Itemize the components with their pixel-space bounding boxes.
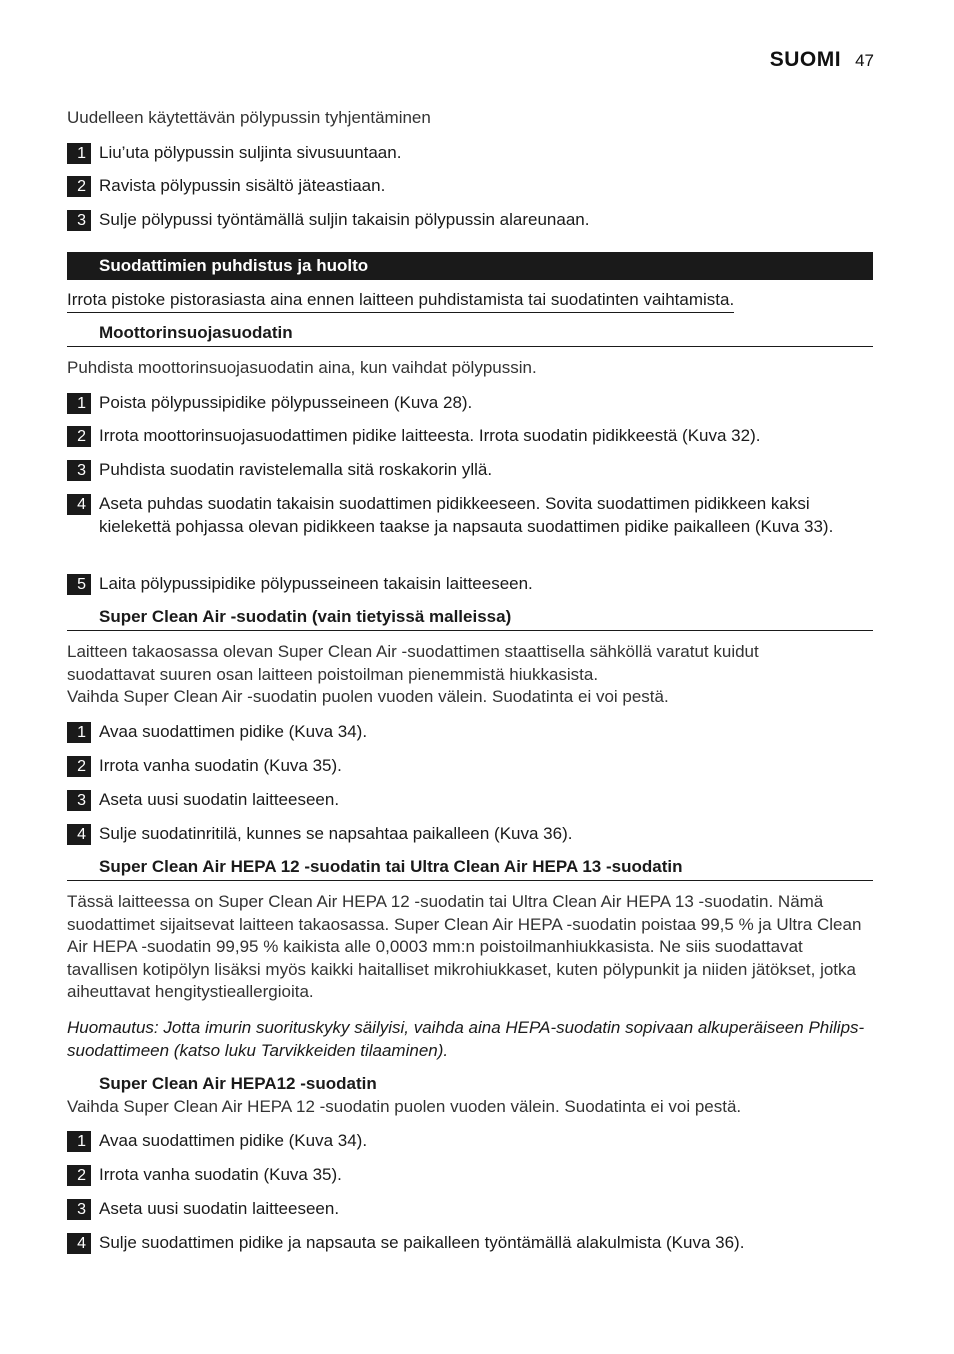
super-clean-step-4 (67, 823, 873, 846)
step-text: Sulje suodattimen pidike ja napsauta se paikalleen työntämällä alakulmista (Kuva 36). (99, 1233, 745, 1252)
step-text: Irrota vanha suodatin (Kuva 35). (99, 756, 342, 775)
step-number: 2 (67, 426, 91, 447)
step-text: Aseta puhdas suodatin takaisin suodattimen pidikkeeseen. Sovita suodattimen pidikkeen kaksi kielekettä pohjassa olevan pidikkeen taakse ja napsauta suodattimen pidike paikalleen (Kuva 33). (99, 494, 834, 536)
motor-step-2 (67, 425, 873, 448)
page-number: 47 (855, 51, 874, 70)
step-text: Laita pölypussipidike pölypusseineen takaisin laitteeseen. (99, 574, 533, 593)
step-text: Aseta uusi suodatin laitteeseen. (99, 790, 340, 809)
emptying-step-3 (67, 209, 873, 232)
section-bar-cleaning: Suodattimien puhdistus ja huolto (67, 252, 873, 280)
step-number: 4 (67, 494, 91, 515)
super-clean-heading: Super Clean Air -suodatin (vain tietyissä malleissa) (67, 606, 873, 631)
step-text: Sulje suodatinritilä, kunnes se napsahtaa paikalleen (Kuva 36). (99, 824, 573, 843)
step-text: Aseta uusi suodatin laitteeseen. (99, 1199, 340, 1218)
step-number: 1 (67, 143, 91, 164)
hepa12-heading: Super Clean Air HEPA12 -suodatin (99, 1074, 377, 1093)
super-clean-step-1 (67, 721, 873, 744)
hepa12-intro: Vaihda Super Clean Air HEPA 12 -suodatin puolen vuoden välein. Suodatinta ei voi pestä. (67, 1097, 742, 1116)
step-number: 3 (67, 210, 91, 231)
step-text: Avaa suodattimen pidike (Kuva 34). (99, 722, 368, 741)
step-number: 2 (67, 756, 91, 777)
super-clean-step-3 (67, 789, 873, 812)
step-text: Avaa suodattimen pidike (Kuva 34). (99, 1131, 368, 1150)
super-clean-intro-1: Laitteen takaosassa olevan Super Clean Air -suodattimen staattisella sähköllä varatut kuidut suodattavat suuren osan laitteen poistoilman pienemmistä hiukkasista. (67, 642, 759, 684)
hepa12-step-1 (67, 1130, 873, 1153)
warning-text: Irrota pistoke pistorasiasta aina ennen laitteen puhdistamista tai suodatinten vaihtamista. (67, 289, 734, 313)
hepa12-step-4 (67, 1232, 873, 1255)
step-number: 5 (67, 574, 91, 595)
step-number: 3 (67, 1199, 91, 1220)
emptying-step-2 (67, 175, 873, 198)
step-number: 1 (67, 393, 91, 414)
motor-step-1 (67, 392, 873, 415)
step-number: 4 (67, 824, 91, 845)
hepa12-step-2 (67, 1164, 873, 1187)
hepa-intro: Tässä laitteessa on Super Clean Air HEPA 12 -suodatin tai Ultra Clean Air HEPA 13 -suodatin. Nämä suodattimet sijaitsevat laitteen takaosassa. Super Clean Air HEPA -suodatin poistaa 99,5 % ja Ultra Clean Air HEPA -suodatin 99,95 % kaikista alle 0,0003 mm:n poistoilmanhiukkasista. Ne siis suodattavat tavallisen kotipölyn lisäksi myös kaikki haitalliset mikrohiukkaset, kuten pölypunkit ja niiden jätökset, jotka aiheuttavat hengitystieallergioita. (67, 892, 862, 1001)
step-number: 4 (67, 1233, 91, 1254)
step-text: Puhdista suodatin ravistelemalla sitä roskakorin yllä. (99, 460, 493, 479)
step-number: 3 (67, 460, 91, 481)
hepa-heading: Super Clean Air HEPA 12 -suodatin tai Ultra Clean Air HEPA 13 -suodatin (67, 856, 873, 881)
motor-filter-intro: Puhdista moottorinsuojasuodatin aina, kun vaihdat pölypussin. (67, 358, 537, 377)
step-number: 3 (67, 790, 91, 811)
step-number: 2 (67, 176, 91, 197)
super-clean-intro-2: Vaihda Super Clean Air -suodatin puolen vuoden välein. Suodatinta ei voi pestä. (67, 687, 669, 706)
motor-step-4 (67, 493, 873, 538)
hepa-note: Huomautus: Jotta imurin suorituskyky säilyisi, vaihda aina HEPA-suodatin sopivaan alkuperäiseen Philips-suodattimeen (katso luku Tarvikkeiden tilaaminen). (67, 1018, 865, 1060)
page-header (770, 48, 874, 72)
motor-step-5 (67, 573, 873, 596)
emptying-step-1 (67, 142, 873, 165)
emptying-title: Uudelleen käytettävän pölypussin tyhjentäminen (67, 108, 431, 127)
step-text: Liu’uta pölypussin suljinta sivusuuntaan. (99, 143, 402, 162)
step-text: Irrota moottorinsuojasuodattimen pidike laitteesta. Irrota suodatin pidikkeestä (Kuva 32). (99, 426, 761, 445)
step-text: Sulje pölypussi työntämällä suljin takaisin pölypussin alareunaan. (99, 210, 590, 229)
step-text: Irrota vanha suodatin (Kuva 35). (99, 1165, 342, 1184)
step-text: Poista pölypussipidike pölypusseineen (Kuva 28). (99, 393, 473, 412)
motor-filter-heading: Moottorinsuojasuodatin (67, 322, 873, 347)
step-number: 2 (67, 1165, 91, 1186)
motor-step-3 (67, 459, 873, 482)
super-clean-step-2 (67, 755, 873, 778)
step-number: 1 (67, 722, 91, 743)
language-label: SUOMI (769, 48, 842, 71)
step-number: 1 (67, 1131, 91, 1152)
step-text: Ravista pölypussin sisältö jäteastiaan. (99, 176, 386, 195)
hepa12-step-3 (67, 1198, 873, 1221)
